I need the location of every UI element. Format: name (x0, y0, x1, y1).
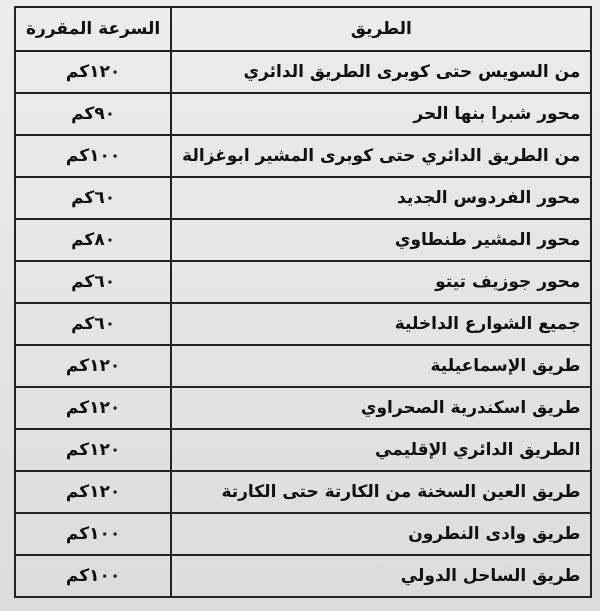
table-row (15, 387, 591, 429)
table-row (15, 219, 591, 261)
road-name: محور جوزيف تيتو (171, 261, 591, 303)
road-name: طريق اسكندرية الصحراوي (171, 387, 591, 429)
header-row (15, 7, 591, 51)
speed-limit: ١٢٠كم (15, 345, 171, 387)
road-name: محور الفردوس الجديد (171, 177, 591, 219)
table-row (15, 177, 591, 219)
table-row (15, 51, 591, 93)
speed-limit: ١٢٠كم (15, 471, 171, 513)
speed-limit: ١٢٠كم (15, 387, 171, 429)
road-name: طريق الإسماعيلية (171, 345, 591, 387)
table-row (15, 429, 591, 471)
road-name: جميع الشوارع الداخلية (171, 303, 591, 345)
speed-limit: ١٠٠كم (15, 555, 171, 597)
header-speed: السرعة المقررة (15, 7, 171, 51)
speed-limit: ٨٠كم (15, 219, 171, 261)
table-row (15, 93, 591, 135)
speed-limit: ٩٠كم (15, 93, 171, 135)
speed-limit: ١٢٠كم (15, 51, 171, 93)
speed-limit: ٦٠كم (15, 177, 171, 219)
table-row (15, 513, 591, 555)
road-name: من الطريق الدائري حتى كوبرى المشير ابوغزالة (171, 135, 591, 177)
speed-limit: ١٠٠كم (15, 513, 171, 555)
table-row (15, 555, 591, 597)
road-name: طريق العين السخنة من الكارتة حتى الكارتة (171, 471, 591, 513)
table-row (15, 261, 591, 303)
speed-limit: ١٠٠كم (15, 135, 171, 177)
table-row (15, 471, 591, 513)
speed-limit: ٦٠كم (15, 303, 171, 345)
road-name: محور المشير طنطاوي (171, 219, 591, 261)
header-road: الطريق (171, 7, 591, 51)
road-name: طريق الساحل الدولي (171, 555, 591, 597)
table-row (15, 303, 591, 345)
speed-limit: ١٢٠كم (15, 429, 171, 471)
speed-limit: ٦٠كم (15, 261, 171, 303)
table-row (15, 345, 591, 387)
road-name: محور شبرا بنها الحر (171, 93, 591, 135)
road-name: من السويس حتى كوبرى الطريق الدائري (171, 51, 591, 93)
road-name: الطريق الدائري الإقليمي (171, 429, 591, 471)
table-body (15, 51, 591, 597)
road-name: طريق وادى النطرون (171, 513, 591, 555)
speed-limits-table (14, 6, 592, 598)
table-header (15, 7, 591, 51)
table-row (15, 135, 591, 177)
